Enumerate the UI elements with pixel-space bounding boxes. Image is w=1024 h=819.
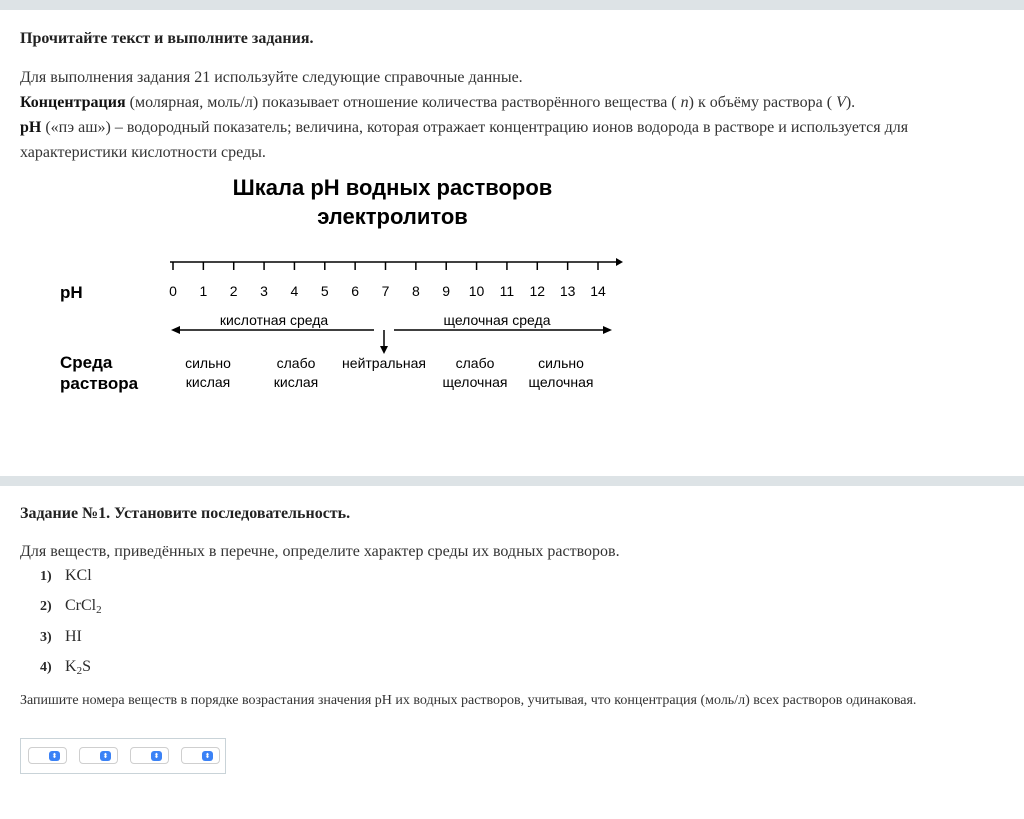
ph-scale-figure xyxy=(40,170,640,400)
chevron-updown-icon: ⬍ xyxy=(151,751,162,761)
figure-title-line2: электролитов xyxy=(317,204,468,229)
concentration-definition xyxy=(20,90,1010,115)
environment-label-line2: раствора xyxy=(60,374,139,393)
answer-select-2[interactable] xyxy=(79,747,118,764)
figure-title xyxy=(40,173,745,231)
ph-tick-label-3: 3 xyxy=(260,283,268,299)
ph-tick-label-12: 12 xyxy=(529,283,546,299)
task-prompt: Для веществ, приведённых в перечне, определите характер среды их водных растворов. xyxy=(20,543,620,560)
chevron-updown-icon: ⬍ xyxy=(202,751,213,761)
ph-tick-label-5: 5 xyxy=(320,283,329,299)
environment-label-line1: Среда xyxy=(60,353,113,372)
concentration-text-a: (молярная, моль/л) показывает отношение количества растворённого вещества ( xyxy=(125,94,681,111)
var-n: n xyxy=(680,94,689,111)
task-instruction: Запишите номера веществ в порядке возрастания значения pH их водных растворов, учитывая, что концентрация (моль/л) всех растворов одинаковая. xyxy=(20,693,917,708)
environment-row-label xyxy=(60,352,138,394)
concentration-text-b: ) к объёму раствора ( xyxy=(688,94,837,111)
ph-tick-label-2: 2 xyxy=(229,283,238,299)
ph-tick-label-0: 0 xyxy=(169,283,177,299)
answer-select-4[interactable] xyxy=(181,747,220,764)
env-strong-base: сильно щелочная xyxy=(528,355,594,390)
ph-tick-label-7: 7 xyxy=(381,283,390,299)
intro-text: Для выполнения задания 21 используйте следующие справочные данные. xyxy=(20,69,523,86)
base-arrow-head xyxy=(603,326,612,334)
ph-tick-label-8: 8 xyxy=(411,283,420,299)
ph-tick-label-11: 11 xyxy=(499,283,515,299)
ph-tick-label-4: 4 xyxy=(290,283,299,299)
concentration-text-c: ). xyxy=(845,94,856,111)
answer-select-3[interactable] xyxy=(130,747,169,764)
ph-tick-label-1: 1 xyxy=(199,283,208,299)
section-divider-band xyxy=(0,476,1024,486)
ph-axis-ticks xyxy=(173,262,598,270)
top-divider-band xyxy=(0,0,1024,10)
ph-definition xyxy=(20,115,1010,165)
chevron-updown-icon: ⬍ xyxy=(100,751,111,761)
answer-select-1[interactable] xyxy=(28,747,67,764)
var-v: V xyxy=(836,94,846,111)
acid-arrow-head xyxy=(171,326,180,334)
ph-text: («пэ аш») – водородный показатель; величина, которая отражает концентрацию ионов водорода в растворе и используется для характеристики кислотности среды. xyxy=(20,119,909,161)
env-neutral: нейтральная xyxy=(342,355,426,371)
ph-tick-label-13: 13 xyxy=(559,283,576,299)
reading-heading: Прочитайте текст и выполните задания. xyxy=(20,30,314,47)
ph-tick-label-14: 14 xyxy=(590,283,606,299)
chevron-updown-icon: ⬍ xyxy=(49,751,60,761)
env-weak-base: слабо щелочная xyxy=(442,355,508,390)
acid-zone-label: кислотная среда xyxy=(217,312,331,328)
ph-axis-arrowhead xyxy=(616,258,623,266)
base-zone-label: щелочная среда xyxy=(441,312,554,328)
neutral-arrow-head xyxy=(380,346,388,354)
concentration-term: Концентрация xyxy=(20,94,126,111)
answer-box xyxy=(20,738,226,774)
env-weak-acid: слабо кислая xyxy=(273,355,319,390)
env-strong-acid: сильно кислая xyxy=(185,355,231,390)
ph-tick-label-9: 9 xyxy=(442,283,451,299)
task-heading: Задание №1. Установите последовательность. xyxy=(20,505,351,522)
ph-tick-label-10: 10 xyxy=(468,283,485,299)
figure-title-line1: Шкала pH водных растворов xyxy=(232,175,553,200)
ph-tick-label-6: 6 xyxy=(351,283,360,299)
ph-row-label: pH xyxy=(60,283,83,302)
ph-term: pH xyxy=(20,119,42,136)
